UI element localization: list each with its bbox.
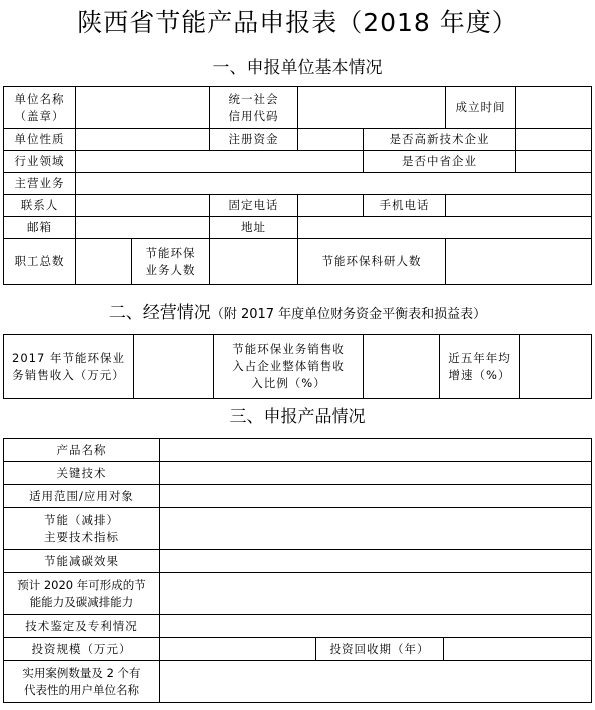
employees-label: 职工总数: [4, 239, 76, 285]
address-field[interactable]: [298, 217, 592, 239]
industry-field[interactable]: [76, 151, 364, 173]
section-product-heading: 三、申报产品情况: [229, 407, 366, 427]
basic-info-table: [3, 86, 592, 285]
sales-2017-field[interactable]: [134, 335, 214, 399]
mobile-label: 手机电话: [364, 195, 446, 217]
sales-ratio-label: 节能环保业务销售收 入占企业整体销售收 入比例（%）: [214, 335, 364, 399]
unit-name-label: 单位名称 （盖章）: [4, 87, 76, 129]
registered-capital-field[interactable]: [298, 129, 364, 151]
section-basic-heading: 一、申报单位基本情况: [212, 58, 383, 78]
registered-capital-label: 注册资金: [210, 129, 298, 151]
section-business-title: 二、经营情况: [108, 303, 211, 323]
growth-field[interactable]: [520, 335, 592, 399]
main-business-label: 主营业务: [4, 173, 76, 195]
growth-label: 近五年年均 增速（%）: [440, 335, 520, 399]
product-name-label: 产品名称: [4, 439, 160, 462]
main-business-field[interactable]: [76, 173, 592, 195]
is-hightech-label: 是否高新技术企业: [364, 129, 516, 151]
sales-2017-label: 2017 年节能环保业 务销售收入（万元）: [4, 335, 134, 399]
unit-nature-field[interactable]: [76, 129, 210, 151]
phone-label: 固定电话: [210, 195, 298, 217]
mobile-field[interactable]: [446, 195, 592, 217]
env-staff-label: 节能环保 业务人数: [132, 239, 210, 285]
appraisal-label: 技术鉴定及专利情况: [4, 615, 160, 638]
email-label: 邮箱: [4, 217, 76, 239]
email-field[interactable]: [76, 217, 210, 239]
capacity-2020-field[interactable]: [160, 573, 592, 615]
credit-code-field[interactable]: [298, 87, 446, 129]
effect-label: 节能减碳效果: [4, 550, 160, 573]
employees-field[interactable]: [76, 239, 132, 285]
business-table: [3, 334, 592, 399]
industry-label: 行业领域: [4, 151, 76, 173]
indicators-label: 节能（减排） 主要技术指标: [4, 508, 160, 550]
env-research-field[interactable]: [446, 239, 592, 285]
unit-name-field[interactable]: [76, 87, 210, 129]
form-title: 陕西省节能产品申报表（2018 年度）: [77, 8, 518, 37]
established-field[interactable]: [516, 87, 592, 129]
address-label: 地址: [210, 217, 298, 239]
key-tech-label: 关键技术: [4, 462, 160, 485]
established-label: 成立时间: [446, 87, 516, 129]
key-tech-field[interactable]: [160, 462, 592, 485]
credit-code-label: 统一社会 信用代码: [210, 87, 298, 129]
section-business-heading: [0, 302, 595, 326]
is-smb-label: 是否中省企业: [364, 151, 516, 173]
is-hightech-field[interactable]: [516, 129, 592, 151]
sales-ratio-field[interactable]: [364, 335, 440, 399]
payback-label: 投资回收期（年）: [316, 638, 444, 661]
env-staff-field[interactable]: [210, 239, 298, 285]
investment-label: 投资规模（万元）: [4, 638, 160, 661]
section-business-note: （附 2017 年度单位财务资金平衡表和损益表）: [210, 307, 487, 322]
indicators-field[interactable]: [160, 508, 592, 550]
phone-field[interactable]: [298, 195, 364, 217]
cases-field[interactable]: [160, 661, 592, 703]
product-table: [3, 438, 592, 703]
appraisal-field[interactable]: [160, 615, 592, 638]
payback-field[interactable]: [444, 638, 592, 661]
investment-field[interactable]: [160, 638, 316, 661]
product-name-field[interactable]: [160, 439, 592, 462]
contact-field[interactable]: [76, 195, 210, 217]
env-research-label: 节能环保科研人数: [298, 239, 446, 285]
scope-label: 适用范围/应用对象: [4, 485, 160, 508]
unit-nature-label: 单位性质: [4, 129, 76, 151]
effect-field[interactable]: [160, 550, 592, 573]
scope-field[interactable]: [160, 485, 592, 508]
cases-label: 实用案例数量及 2 个有 代表性的用户单位名称: [4, 661, 160, 703]
is-smb-field[interactable]: [516, 151, 592, 173]
contact-label: 联系人: [4, 195, 76, 217]
capacity-2020-label: 预计 2020 年可形成的节 能能力及碳减排能力: [4, 573, 160, 615]
